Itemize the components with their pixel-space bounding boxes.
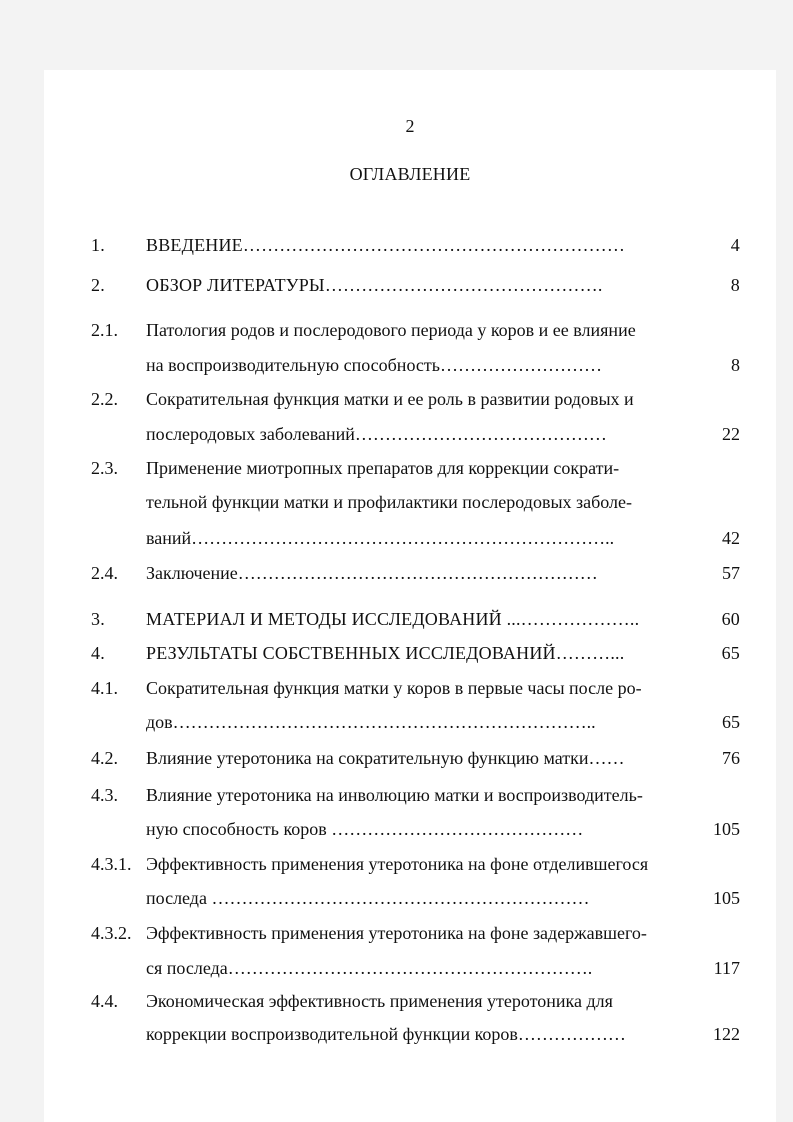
toc-entry-2[interactable] — [44, 273, 776, 297]
toc-text: послеродовых заболеваний…………………………………… — [146, 424, 607, 444]
toc-text: ную способность коров …………………………………… — [146, 819, 584, 839]
toc-text: ся последа……………………………………………………. — [146, 958, 593, 978]
toc-page: 65 — [721, 643, 740, 663]
toc-text: ваний…………………………………………………………….. — [146, 528, 615, 548]
toc-entry-2-3-cont1[interactable] — [44, 490, 776, 514]
toc-entry-4-3-2-cont[interactable] — [44, 956, 776, 980]
toc-text: Эффективность применения утеротоника на фоне отделившегося — [146, 854, 649, 874]
toc-entry-4-4-cont[interactable] — [44, 1022, 776, 1046]
page-number: 2 — [405, 116, 415, 136]
toc-entry-2-3[interactable] — [44, 456, 776, 480]
toc-page: 122 — [713, 1024, 740, 1044]
page-title: ОГЛАВЛЕНИЕ — [349, 164, 471, 184]
toc-text: на воспроизводительную способность……………………… — [146, 355, 602, 375]
toc-entry-4-4[interactable] — [44, 989, 776, 1013]
toc-text: Влияние утеротоника на сократительную функцию матки…… — [146, 748, 625, 768]
toc-entry-4-3-cont[interactable] — [44, 817, 776, 841]
toc-page: 117 — [713, 958, 740, 978]
toc-text: Влияние утеротоника на инволюцию матки и воспроизводитель- — [146, 785, 643, 805]
toc-text: тельной функции матки и профилактики послеродовых заболе- — [146, 492, 633, 512]
toc-entry-2-4[interactable] — [44, 561, 776, 585]
toc-number: 3. — [91, 609, 105, 629]
toc-text: Заключение…………………………………………………… — [146, 563, 598, 583]
toc-text: Сократительная функция матки у коров в первые часы после ро- — [146, 678, 642, 698]
toc-entry-4-1[interactable] — [44, 676, 776, 700]
toc-entry-3[interactable] — [44, 607, 776, 631]
toc-entry-4-3-2[interactable] — [44, 921, 776, 945]
toc-text: ВВЕДЕНИЕ……………………………………………………… — [146, 235, 626, 255]
toc-text: Сократительная функция матки и ее роль в развитии родовых и — [146, 389, 634, 409]
toc-number: 4.3.2. — [91, 923, 132, 943]
toc-number: 4. — [91, 643, 105, 663]
toc-number: 4.2. — [91, 748, 118, 768]
toc-number: 2.3. — [91, 458, 118, 478]
toc-entry-2-1[interactable] — [44, 318, 776, 342]
toc-text: Экономическая эффективность применения утеротоника для — [146, 991, 613, 1011]
toc-entry-2-2[interactable] — [44, 387, 776, 411]
toc-entry-2-3-cont2[interactable] — [44, 526, 776, 550]
toc-page: 57 — [722, 563, 740, 583]
toc-entry-4-1-cont[interactable] — [44, 710, 776, 734]
toc-number: 4.3.1. — [91, 854, 132, 874]
toc-entry-4-2[interactable] — [44, 746, 776, 770]
toc-number: 2.2. — [91, 389, 118, 409]
toc-entry-2-1-cont[interactable] — [44, 353, 776, 377]
toc-page: 76 — [722, 748, 740, 768]
toc-page: 105 — [713, 819, 740, 839]
toc-number: 1. — [91, 235, 105, 255]
toc-text: Применение миотропных препаратов для коррекции сократи- — [146, 458, 620, 478]
toc-entry-4-3[interactable] — [44, 783, 776, 807]
toc-text: РЕЗУЛЬТАТЫ СОБСТВЕННЫХ ИССЛЕДОВАНИЙ………... — [146, 643, 625, 663]
toc-page: 4 — [730, 235, 740, 255]
toc-entry-4-3-1[interactable] — [44, 852, 776, 876]
toc-text: дов…………………………………………………………….. — [146, 712, 596, 732]
toc-page: 105 — [713, 888, 740, 908]
toc-text: Патология родов и послеродового периода у коров и ее влияние — [146, 320, 636, 340]
toc-text: Эффективность применения утеротоника на фоне задержавшего- — [146, 923, 647, 943]
toc-page: 22 — [722, 424, 740, 444]
toc-number: 2. — [91, 275, 105, 295]
toc-entry-4[interactable] — [44, 641, 776, 665]
toc-page: 65 — [722, 712, 740, 732]
toc-text: коррекции воспроизводительной функции коров……………… — [146, 1024, 626, 1044]
toc-text: МАТЕРИАЛ И МЕТОДЫ ИССЛЕДОВАНИЙ ...……………….. — [146, 609, 640, 629]
toc-number: 2.4. — [91, 563, 118, 583]
toc-text: ОБЗОР ЛИТЕРАТУРЫ………………………………………. — [146, 275, 603, 295]
toc-text: последа ……………………………………………………… — [146, 888, 590, 908]
toc-page: 8 — [731, 355, 740, 375]
toc-number: 2.1. — [91, 320, 118, 340]
toc-page: 60 — [721, 609, 740, 629]
toc-number: 4.1. — [91, 678, 118, 698]
toc-entry-4-3-1-cont[interactable] — [44, 886, 776, 910]
toc-page: 42 — [722, 528, 740, 548]
toc-entry-2-2-cont[interactable] — [44, 422, 776, 446]
toc-page: 8 — [730, 275, 740, 295]
toc-number: 4.3. — [91, 785, 118, 805]
document-page — [44, 70, 776, 1122]
toc-number: 4.4. — [91, 991, 118, 1011]
toc-entry-1[interactable] — [44, 233, 776, 257]
